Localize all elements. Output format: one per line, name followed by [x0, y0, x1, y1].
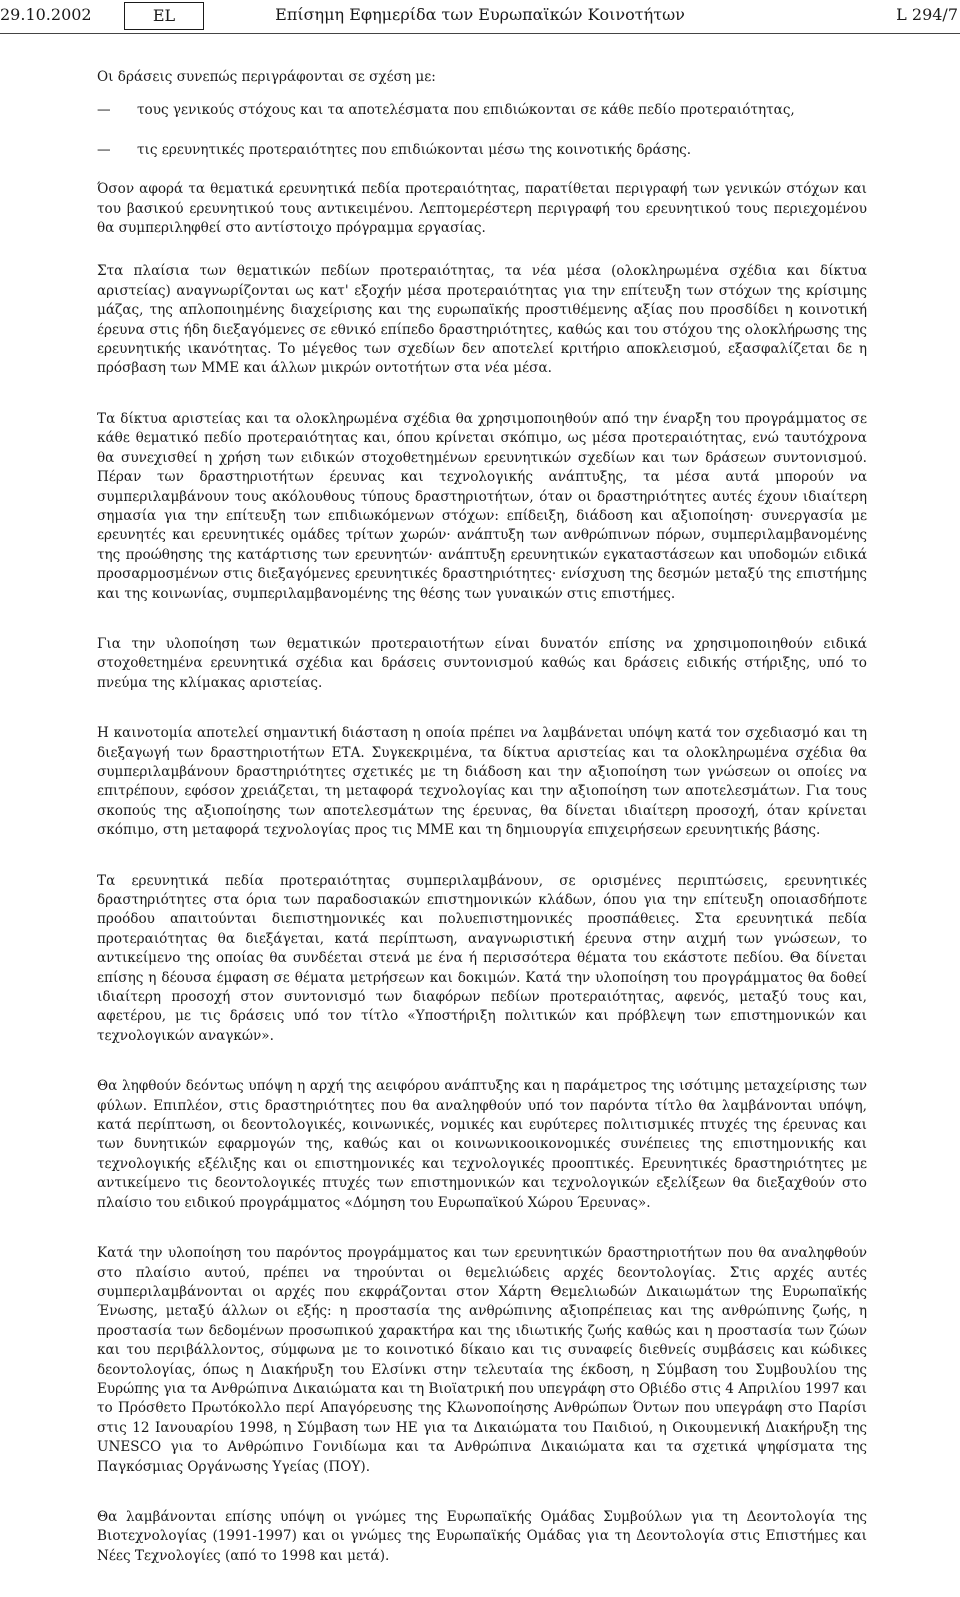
list-item-text: τους γενικούς στόχους και τα αποτελέσματα που επιδιώκονται σε κάθε πεδίο προτεραιότητας, — [137, 102, 795, 119]
document-body — [97, 68, 867, 1597]
paragraph-6: Τα ερευνητικά πεδία προτεραιότητας συμπεριλαμβάνουν, σε ορισμένες περιπτώσεις, ερευνητικές δραστηριότητες στα όρια των παραδοσιακών επιστημονικών κλάδων, όπου για την επίτευξη οποιασδήποτε προόδου απαιτούνται διεπιστημονικές και πολυεπιστημονικές προσπάθειες. Στα ερευνητικά πεδία προτεραιότητας θα διεξάγεται, κατά περίπτωση, αναγνωριστική έρευνα στην αιχμή των γνώσεων, το αντικείμενο της οποίας θα συνδέεται στενά με ένα ή περισσότερα θέματα του εκάστοτε πεδίου. Θα δίνεται επίσης η δέουσα έμφαση σε θέματα μετρήσεων και δοκιμών. Κατά την υλοποίηση του προγράμματος θα δοθεί ιδιαίτερη προσοχή στον συντονισμό των διαφόρων πεδίων προτεραιότητας, αφενός, μεταξύ τους και, αφετέρου, με τις δράσεις υπό τον τίτλο «Υποστήριξη πολιτικών και πρόβλεψη των επιστημονικών και τεχνολογικών αναγκών». — [97, 872, 867, 1044]
dash-bullet-icon: — — [97, 102, 111, 119]
page-reference: L 294/7 — [896, 5, 958, 24]
paragraph-4: Για την υλοποίηση των θεματικών προτεραιοτήτων είναι δυνατόν επίσης να χρησιμοποιηθούν ειδικά στοχοθετημένα ερευνητικά σχέδια και δράσεις συντονισμού καθώς και δράσεις ειδικής στήριξης, υπό το πνεύμα της κλίμακας αριστείας. — [97, 635, 867, 691]
paragraph-1: Όσον αφορά τα θεματικά ερευνητικά πεδία προτεραιότητας, παρατίθεται περιγραφή των γενικών στόχων και του βασικού ερευνητικού τους αντικειμένου. Λεπτομερέστερη περιγραφή του ερευνητικού τους περιεχομένου θα συμπεριληφθεί στο αντίστοιχο πρόγραμμα εργασίας. — [97, 181, 867, 237]
dash-bullet-icon: — — [97, 141, 111, 158]
list-item-text: τις ερευνητικές προτεραιότητες που επιδιώκονται μέσω της κοινοτικής δράσης. — [137, 141, 692, 158]
journal-title: Επίσημη Εφημερίδα των Ευρωπαϊκών Κοινοτήτων — [275, 5, 685, 24]
paragraph-9: Θα λαμβάνονται επίσης υπόψη οι γνώμες της Ευρωπαϊκής Ομάδας Συμβούλων για τη Δεοντολογία της Βιοτεχνολογίας (1991-1997) και οι γνώμες της Ευρωπαϊκής Ομάδας για τη Δεοντολογία στις Επιστήμες και Νέες Τεχνολογίες (από το 1998 και μετά). — [97, 1508, 867, 1564]
publication-date: 29.10.2002 — [0, 5, 92, 24]
intro-line: Οι δράσεις συνεπώς περιγράφονται σε σχέση με: — [97, 69, 436, 85]
language-box: EL — [124, 2, 204, 30]
page-header — [0, 0, 960, 40]
list-item — [97, 101, 867, 120]
header-divider — [0, 33, 960, 34]
list-item — [97, 141, 867, 160]
paragraph-3: Τα δίκτυα αριστείας και τα ολοκληρωμένα σχέδια θα χρησιμοποιηθούν από την έναρξη του προγράμματος σε κάθε θεματικό πεδίο προτεραιότητας και, όπου κρίνεται σκόπιμο, ως μέσα προτεραιότητας, ενώ ταυτόχρονα θα συνεχισθεί η χρήση των ειδικών στοχοθετημένων ερευνητικών σχεδίων και των δράσεων συντονισμού. Πέραν των δραστηριοτήτων έρευνας και τεχνολογικής ανάπτυξης, τα μέσα αυτά μπορούν να συμπεριλαμβάνουν τους ακόλουθους τύπους δραστηριοτήτων, όταν οι δραστηριότητες αυτές έχουν ιδιαίτερη σημασία για την επίτευξη των επιδιωκόμενων στόχων: επίδειξη, διάδοση και αξιοποίηση· συνεργασία με ερευνητές και ερευνητικές ομάδες τρίτων χωρών· ανάπτυξη των ανθρώπινων πόρων, συμπεριλαμβανομένης της προώθησης της κατάρτισης των ερευνητών· ανάπτυξη ερευνητικών εγκαταστάσεων και υποδομών ειδικά προσαρμοσμένων στις διεξαγόμενες ερευνητικές δραστηριότητες· ενίσχυση της δεσμών μεταξύ της επιστήμης και της κοινωνίας, συμπεριλαμβανομένης της θέσης των γυναικών στις επιστήμες. — [97, 410, 867, 602]
paragraph-2: Στα πλαίσια των θεματικών πεδίων προτεραιότητας, τα νέα μέσα (ολοκληρωμένα σχέδια και δίκτυα αριστείας) αναγνωρίζονται ως κατ' εξοχήν μέσα προτεραιότητας για την επίτευξη των στόχων της κρίσιμης μάζας, της απλοποιημένης διαχείρισης και της ευρωπαϊκής προστιθέμενης αξίας που προσδίδει η κοινοτική έρευνα στις ήδη διεξαγόμενες σε εθνικό επίπεδο δραστηριότητες, καθώς και του στόχου της ολοκλήρωσης της ερευνητικής ικανότητας. Το μέγεθος των σχεδίων δεν αποτελεί κριτήριο αποκλεισμού, εξασφαλίζεται δε η πρόσβαση των ΜΜΕ και άλλων μικρών οντοτήτων στα νέα μέσα. — [97, 263, 867, 377]
paragraph-8: Κατά την υλοποίηση του παρόντος προγράμματος και των ερευνητικών δραστηριοτήτων που θα αναληφθούν στο πλαίσιο αυτού, πρέπει να τηρούνται οι θεμελιώδεις αρχές δεοντολογίας. Στις αρχές αυτές συμπεριλαμβάνονται οι αρχές που εκφράζονται στον Χάρτη Θεμελιωδών Δικαιωμάτων της Ευρωπαϊκής Ένωσης, μεταξύ άλλων οι εξής: η προστασία της ανθρώπινης αξιοπρέπειας και της ανθρώπινης ζωής, η προστασία των δεδομένων προσωπικού χαρακτήρα και της ιδιωτικής ζωής καθώς και η προστασία των ζώων και του περιβάλλοντος, σύμφωνα με το κοινοτικό δίκαιο και τις συναφείς διεθνείς συμβάσεις και κώδικες δεοντολογίας, όπως η Διακήρυξη του Ελσίνκι στην τελευταία της έκδοση, η Σύμβαση του Συμβουλίου της Ευρώπης για τα Ανθρώπινα Δικαιώματα και τη Βιοϊατρική που υπεγράφη στο Οβιέδο στις 4 Απριλίου 1997 και το Πρόσθετο Πρωτόκολλο περί Απαγόρευσης της Κλωνοποίησης Ανθρώπων Όντων που υπεγράφη στο Παρίσι στις 12 Ιανουαρίου 1998, η Σύμβαση των ΗΕ για τα Δικαιώματα του Παιδιού, η Οικουμενική Διακήρυξη της UNESCO για το Ανθρώπινο Γονιδίωμα και τα Ανθρώπινα Δικαιώματα και τα σχετικά ψηφίσματα της Παγκόσμιας Οργάνωσης Υγείας (ΠΟΥ). — [97, 1245, 867, 1475]
paragraph-5: Η καινοτομία αποτελεί σημαντική διάσταση η οποία πρέπει να λαμβάνεται υπόψη κατά τον σχεδιασμό και τη διεξαγωγή των δραστηριοτήτων ΕΤΑ. Συγκεκριμένα, τα δίκτυα αριστείας και τα ολοκληρωμένα σχέδια θα συμπεριλαμβάνουν δραστηριότητες σχετικές με τη διάδοση και την αξιοποίηση των γνώσεων οι οποίες να επιτρέπουν, εφόσον χρειάζεται, τη μεταφορά τεχνολογίας και την αξιοποίηση των αποτελεσμάτων. Για τους σκοπούς της αξιοποίησης των αποτελεσμάτων της έρευνας, θα δίνεται ιδιαίτερη προσοχή, όταν κρίνεται σκόπιμο, στη μεταφορά τεχνολογίας προς τις ΜΜΕ και τη δημιουργία επιχειρήσεων ερευνητικής βάσης. — [97, 725, 867, 839]
paragraph-7: Θα ληφθούν δεόντως υπόψη η αρχή της αειφόρου ανάπτυξης και η παράμετρος της ισότιμης μεταχείρισης των φύλων. Επιπλέον, στις δραστηριότητες που θα αναληφθούν υπό τον παρόντα τίτλο θα λαμβάνονται υπόψη, κατά περίπτωση, οι δεοντολογικές, κοινωνικές, νομικές και ευρύτερες πολιτισμικές πτυχές της έρευνας και των δυνητικών εφαρμογών της, καθώς και οι κοινωνικοοικονομικές συνέπειες της επιστημονικής και τεχνολογικής εξέλιξης και οι επιστημονικές και τεχνολογικές προοπτικές. Ερευνητικές δραστηριότητες με αντικείμενο τις δεοντολογικές πτυχές των επιστημονικών και τεχνολογικών εξελίξεων θα διεξαχθούν στο πλαίσιο του ειδικού προγράμματος «Δόμηση του Ευρωπαϊκού Χώρου Έρευνας». — [97, 1078, 867, 1211]
